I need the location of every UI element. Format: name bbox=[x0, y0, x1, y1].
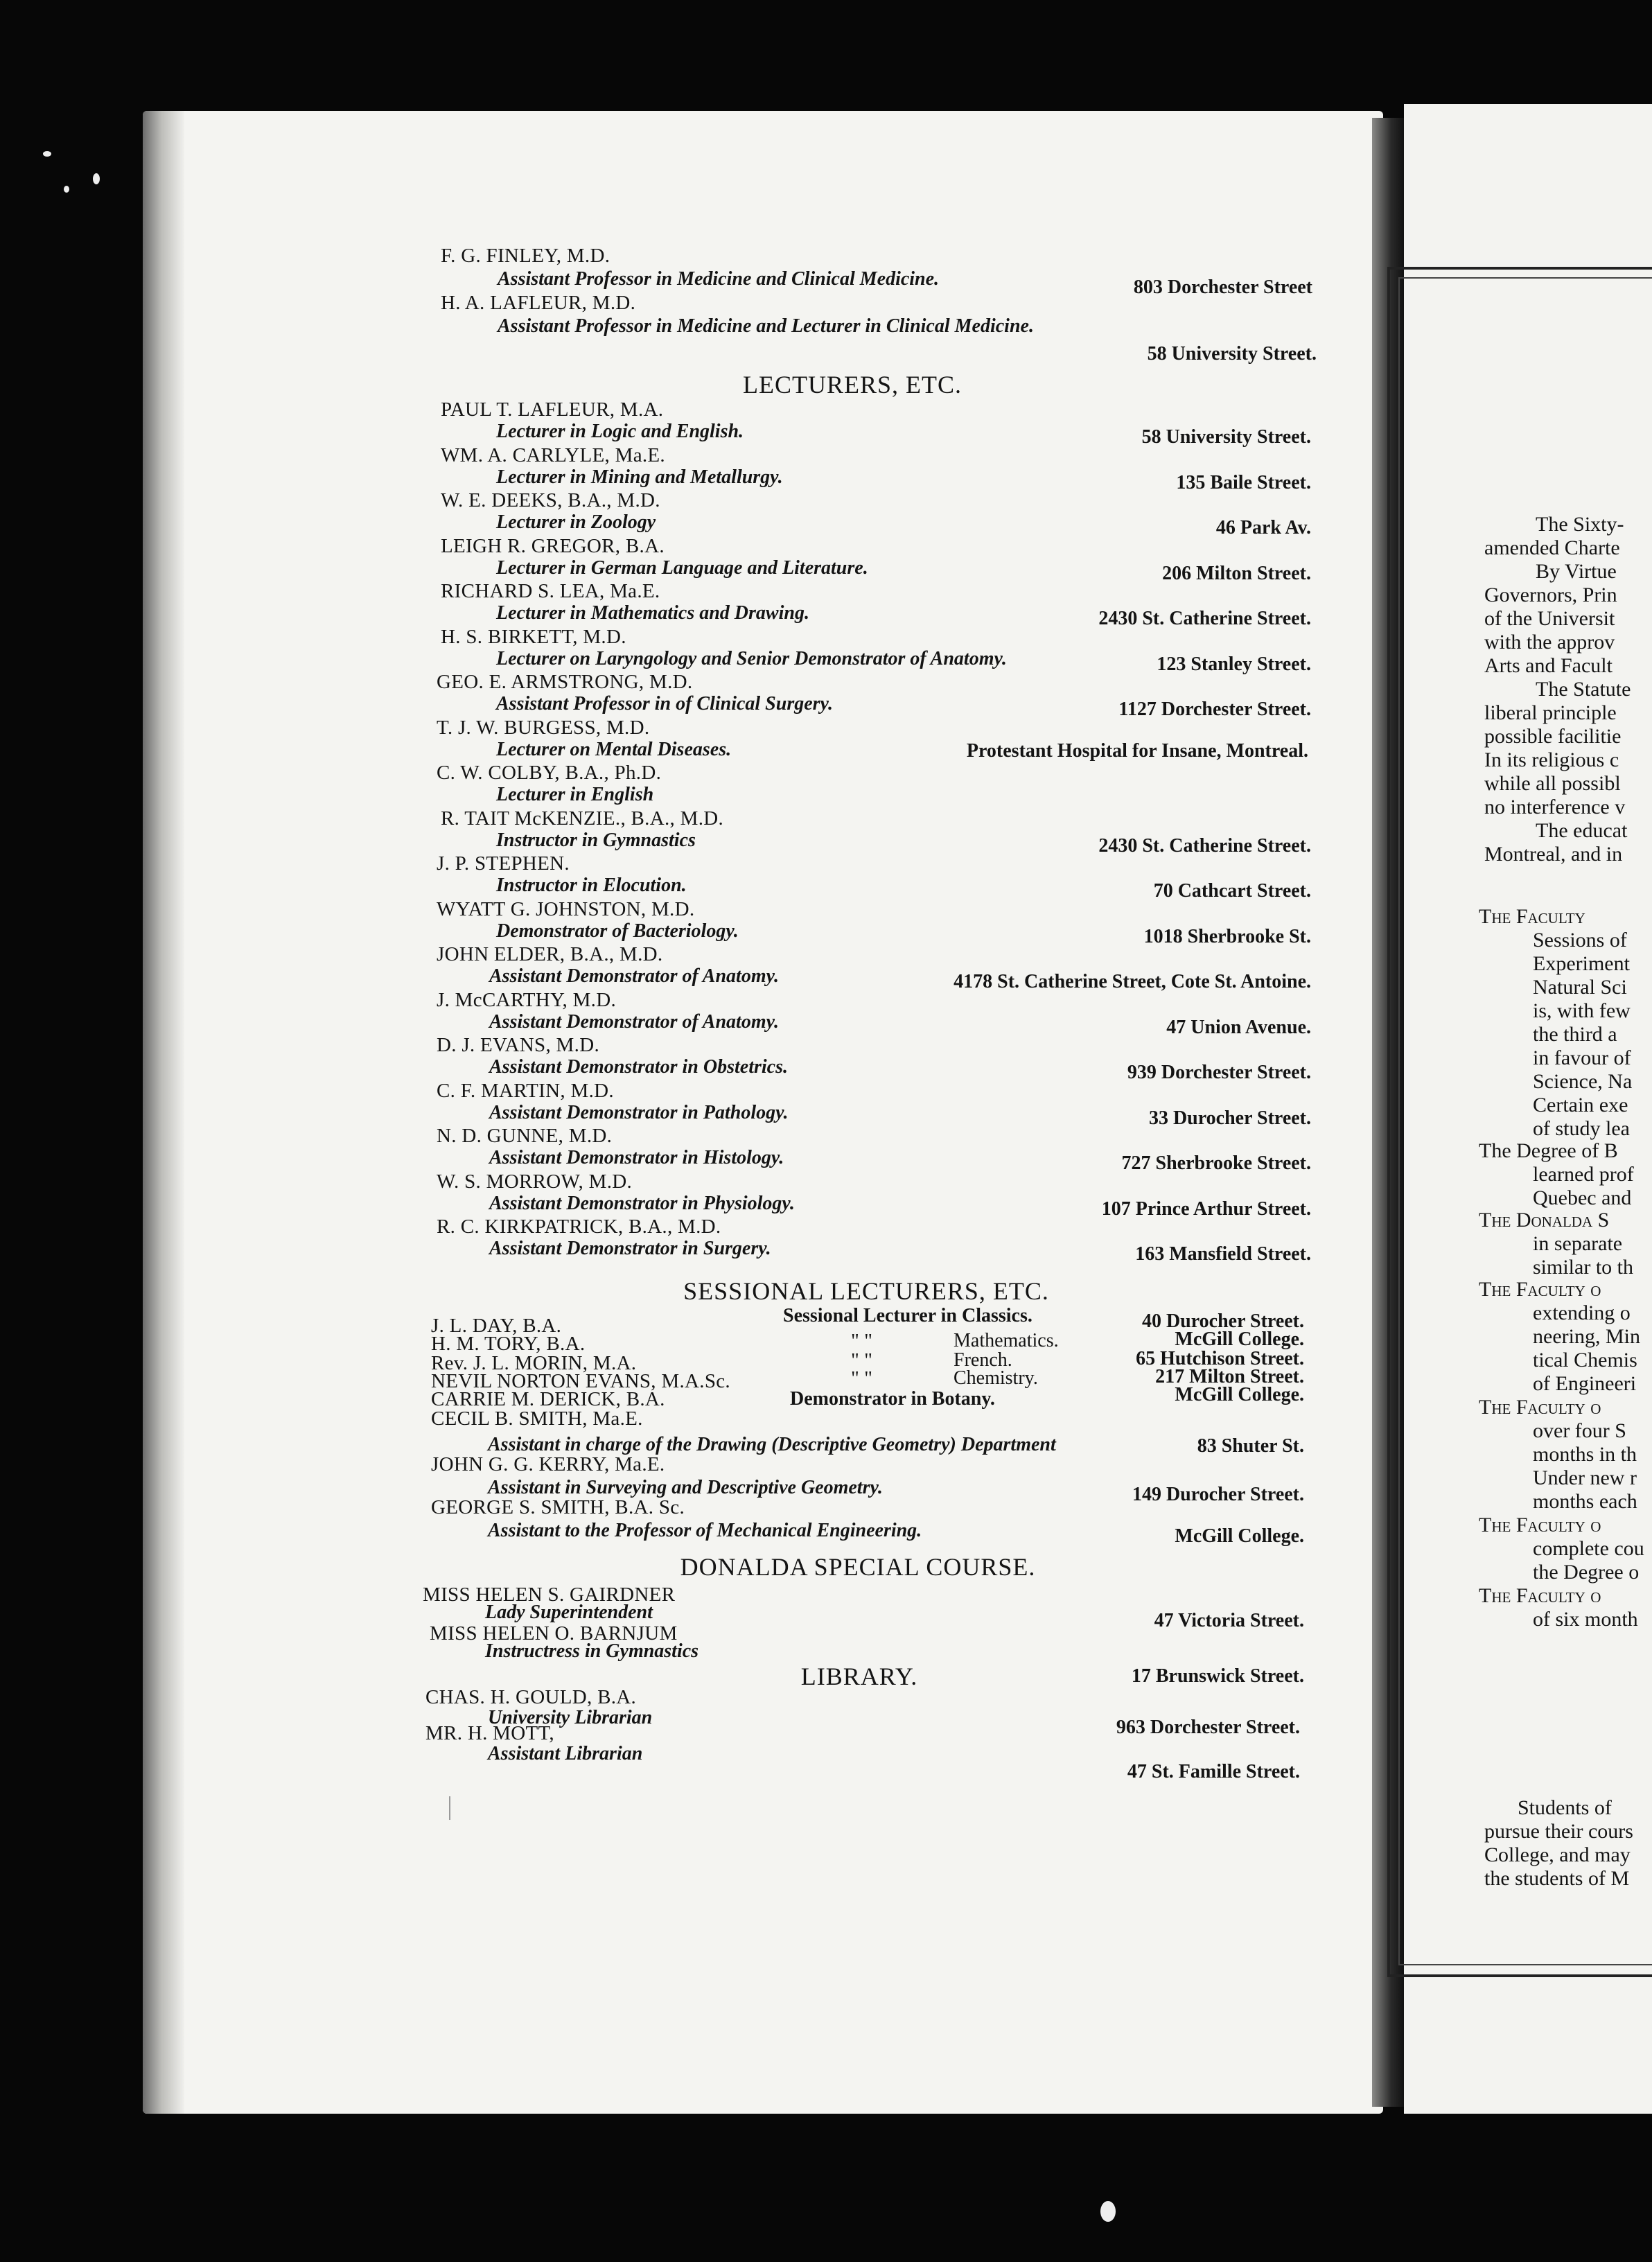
lecturer-role: Assistant Demonstrator in Surgery. bbox=[489, 1238, 771, 1259]
staff-address: 58 University Street. bbox=[1147, 343, 1317, 365]
right-page-text-line: The Faculty o bbox=[1479, 1396, 1601, 1419]
right-page-text-line: while all possibl bbox=[1484, 772, 1621, 795]
dust-speck bbox=[64, 186, 69, 193]
right-page-text-line: months each bbox=[1533, 1490, 1637, 1513]
right-page-text-line: Natural Sci bbox=[1533, 976, 1627, 999]
right-page-text-line: the students of M bbox=[1484, 1867, 1630, 1890]
right-page-text-line: learned prof bbox=[1533, 1163, 1634, 1186]
right-page-text-line: of study lea bbox=[1533, 1117, 1630, 1140]
library-address: 963 Dorchester Street. bbox=[1116, 1717, 1300, 1738]
right-page-text-line: Under new r bbox=[1533, 1466, 1637, 1489]
lecturer-role: Lecturer on Laryngology and Senior Demonstrator of Anatomy. bbox=[496, 647, 1007, 669]
sessional-name: Rev. J. L. MORIN, M.A. bbox=[431, 1352, 637, 1374]
right-page-text-line: over four S bbox=[1533, 1419, 1626, 1442]
right-page-text-line: Sessions of bbox=[1533, 929, 1627, 952]
right-page-text-line: neering, Min bbox=[1533, 1325, 1640, 1348]
sessional-address: 217 Milton Street. bbox=[1155, 1366, 1304, 1387]
sessional-ditto: " " bbox=[851, 1349, 872, 1371]
sessional-address: 65 Hutchison Street. bbox=[1136, 1348, 1304, 1369]
lecturer-name: D. J. EVANS, M.D. bbox=[437, 1034, 599, 1056]
right-page-text-line: The Faculty o bbox=[1479, 1278, 1601, 1301]
right-page-text-line: liberal principle bbox=[1484, 701, 1617, 724]
lecturer-role: Lecturer in Logic and English. bbox=[496, 421, 744, 442]
staff-role: Assistant Professor in Medicine and Lecturer in Clinical Medicine. bbox=[498, 315, 1034, 337]
sessional-name: J. L. DAY, B.A. bbox=[431, 1315, 562, 1337]
donalda-name: MISS HELEN S. GAIRDNER bbox=[423, 1584, 676, 1606]
sessional-name: GEORGE S. SMITH, B.A. Sc. bbox=[431, 1496, 685, 1518]
lecturer-role: Lecturer in German Language and Literature. bbox=[496, 556, 868, 579]
right-page-text-line: similar to th bbox=[1533, 1256, 1633, 1279]
lecturer-role: Assistant Demonstrator in Obstetrics. bbox=[489, 1056, 788, 1078]
lecturer-name: R. C. KIRKPATRICK, B.A., M.D. bbox=[437, 1216, 721, 1238]
sessional-name: CECIL B. SMITH, Ma.E. bbox=[431, 1408, 643, 1430]
right-page-text-line: The Statute bbox=[1536, 678, 1631, 701]
sessional-role: Sessional Lecturer in Classics. bbox=[783, 1305, 1032, 1326]
right-page-text-line: College, and may bbox=[1484, 1843, 1631, 1866]
right-page-text-line: The Degree of B bbox=[1479, 1139, 1618, 1162]
right-page-text-line: Montreal, and in bbox=[1484, 843, 1623, 866]
sessional-role: Assistant in charge of the Drawing (Descriptive Geometry) Department bbox=[488, 1434, 1056, 1455]
right-page-text-line: Governors, Prin bbox=[1484, 584, 1617, 606]
right-page-text-line: months in th bbox=[1533, 1443, 1637, 1466]
sessional-address: McGill College. bbox=[1175, 1384, 1304, 1405]
staff-name: H. A. LAFLEUR, M.D. bbox=[441, 292, 636, 314]
lecturer-address: 727 Sherbrooke Street. bbox=[1121, 1152, 1311, 1174]
right-page-text-line: with the approv bbox=[1484, 631, 1615, 654]
right-page-text-line: The Faculty o bbox=[1479, 1584, 1601, 1607]
sessional-address: 149 Durocher Street. bbox=[1132, 1484, 1304, 1505]
lecturer-role: Instructor in Elocution. bbox=[496, 875, 687, 896]
lecturer-address: 33 Durocher Street. bbox=[1148, 1107, 1311, 1129]
lecturer-role: Lecturer in English bbox=[496, 784, 654, 805]
lecturer-address: 2430 St. Catherine Street. bbox=[1098, 834, 1311, 857]
lecturer-address: Protestant Hospital for Insane, Montreal. bbox=[966, 739, 1308, 762]
lecturer-role: Assistant Demonstrator in Pathology. bbox=[489, 1101, 789, 1123]
lecturer-role: Demonstrator of Bacteriology. bbox=[496, 920, 739, 942]
right-page-text-line: complete cou bbox=[1533, 1537, 1644, 1560]
right-page-text-line: The educat bbox=[1536, 819, 1628, 842]
section-heading-library: LIBRARY. bbox=[800, 1663, 918, 1690]
lecturer-address: 939 Dorchester Street. bbox=[1127, 1062, 1311, 1083]
staff-address: 803 Dorchester Street bbox=[1133, 277, 1312, 298]
lecturer-role: Lecturer in Mining and Metallurgy. bbox=[496, 466, 783, 488]
lecturer-role: Assistant Demonstrator in Histology. bbox=[489, 1147, 784, 1168]
sessional-name: H. M. TORY, B.A. bbox=[431, 1333, 586, 1355]
lecturer-name: RICHARD S. LEA, Ma.E. bbox=[441, 580, 660, 602]
lecturer-name: GEO. E. ARMSTRONG, M.D. bbox=[437, 671, 693, 693]
donalda-address: 17 Brunswick Street. bbox=[1131, 1665, 1304, 1687]
lecturer-name: PAUL T. LAFLEUR, M.A. bbox=[441, 398, 664, 421]
sessional-subject: French. bbox=[954, 1349, 1012, 1371]
lecturer-name: C. F. MARTIN, M.D. bbox=[437, 1079, 614, 1102]
right-page-text-line: The Sixty- bbox=[1536, 513, 1624, 536]
right-page-text-line: amended Charte bbox=[1484, 536, 1620, 559]
right-page-text-line: of the Universit bbox=[1484, 607, 1615, 630]
lecturer-name: W. E. DEEKS, B.A., M.D. bbox=[441, 489, 660, 511]
sessional-address: McGill College. bbox=[1175, 1329, 1304, 1350]
right-page-text-line: Arts and Facult bbox=[1484, 654, 1613, 677]
right-page-text-line: The Faculty o bbox=[1479, 1514, 1601, 1536]
lecturer-role: Assistant Professor in of Clinical Surgery. bbox=[496, 693, 833, 714]
sessional-name: CARRIE M. DERICK, B.A. bbox=[431, 1388, 665, 1410]
right-page-text-line: tical Chemis bbox=[1533, 1349, 1637, 1371]
lecturer-role: Lecturer on Mental Diseases. bbox=[496, 738, 732, 760]
lecturer-address: 47 Union Avenue. bbox=[1166, 1016, 1311, 1038]
sessional-role: Assistant to the Professor of Mechanical Engineering. bbox=[488, 1520, 922, 1541]
right-page-text-line: extending o bbox=[1533, 1301, 1631, 1324]
library-role: Assistant Librarian bbox=[488, 1743, 643, 1764]
right-page-text-line: no interference v bbox=[1484, 796, 1626, 818]
sessional-address: 40 Durocher Street. bbox=[1141, 1310, 1304, 1332]
lecturer-name: W. S. MORROW, M.D. bbox=[437, 1170, 633, 1193]
donalda-name: MISS HELEN O. BARNJUM bbox=[430, 1622, 678, 1645]
dust-speck bbox=[43, 151, 51, 157]
left-page-edge bbox=[143, 111, 184, 2114]
right-page-text-line: in favour of bbox=[1533, 1046, 1631, 1069]
right-page-text-line: of Engineeri bbox=[1533, 1372, 1637, 1395]
lecturer-role: Instructor in Gymnastics bbox=[496, 829, 696, 851]
staff-role: Assistant Professor in Medicine and Clinical Medicine. bbox=[498, 268, 940, 290]
lecturer-name: R. TAIT McKENZIE., B.A., M.D. bbox=[441, 807, 724, 830]
dust-speck bbox=[1100, 2201, 1116, 2222]
lecturer-role: Lecturer in Zoology bbox=[496, 511, 656, 533]
right-page-text-line: in separate bbox=[1533, 1232, 1623, 1255]
sessional-role: Assistant in Surveying and Descriptive Geometry. bbox=[488, 1477, 883, 1498]
lecturer-address: 123 Stanley Street. bbox=[1157, 653, 1311, 675]
lecturer-address: 107 Prince Arthur Street. bbox=[1101, 1198, 1311, 1220]
library-name: CHAS. H. GOULD, B.A. bbox=[425, 1686, 637, 1708]
right-page-text-line: Students of bbox=[1518, 1796, 1612, 1819]
lecturer-name: JOHN ELDER, B.A., M.D. bbox=[437, 943, 663, 965]
right-page-text-line: the Degree o bbox=[1533, 1561, 1640, 1584]
lecturer-role: Assistant Demonstrator of Anatomy. bbox=[489, 965, 780, 987]
scan-scratch bbox=[449, 1796, 450, 1820]
lecturer-name: WYATT G. JOHNSTON, M.D. bbox=[437, 897, 695, 920]
right-page-text-line: Science, Na bbox=[1533, 1070, 1633, 1093]
lecturer-name: WM. A. CARLYLE, Ma.E. bbox=[441, 444, 665, 466]
sessional-role: Demonstrator in Botany. bbox=[790, 1388, 995, 1410]
donalda-address: 47 Victoria Street. bbox=[1154, 1610, 1304, 1631]
lecturer-role: Assistant Demonstrator in Physiology. bbox=[489, 1192, 795, 1214]
sessional-name: NEVIL NORTON EVANS, M.A.Sc. bbox=[431, 1370, 730, 1392]
right-page-text-line: is, with few bbox=[1533, 999, 1631, 1022]
library-name: MR. H. MOTT, bbox=[425, 1722, 554, 1744]
lecturer-address: 70 Cathcart Street. bbox=[1153, 880, 1311, 902]
lecturer-name: C. W. COLBY, B.A., Ph.D. bbox=[437, 762, 662, 784]
lecturer-address: 58 University Street. bbox=[1141, 426, 1311, 448]
lecturer-address: 1018 Sherbrooke St. bbox=[1143, 925, 1311, 947]
lecturer-name: J. P. STEPHEN. bbox=[437, 852, 570, 875]
right-page-text-line: possible facilitie bbox=[1484, 725, 1622, 748]
lecturer-name: H. S. BIRKETT, M.D. bbox=[441, 625, 626, 648]
donalda-role: Lady Superintendent bbox=[485, 1602, 653, 1623]
donalda-role: Instructress in Gymnastics bbox=[485, 1640, 699, 1662]
staff-name: F. G. FINLEY, M.D. bbox=[441, 245, 610, 267]
right-page-text-line: of six month bbox=[1533, 1608, 1638, 1631]
right-page-text-line: Quebec and bbox=[1533, 1186, 1632, 1209]
right-page-text-line: the third a bbox=[1533, 1023, 1617, 1046]
right-page-text-line: The Donalda S bbox=[1479, 1209, 1610, 1231]
lecturer-role: Assistant Demonstrator of Anatomy. bbox=[489, 1010, 780, 1033]
section-heading-donalda: DONALDA SPECIAL COURSE. bbox=[680, 1553, 1036, 1581]
lecturer-name: T. J. W. BURGESS, M.D. bbox=[437, 716, 650, 739]
right-page-text-line: Certain exe bbox=[1533, 1094, 1628, 1116]
lecturer-address: 1127 Dorchester Street. bbox=[1118, 699, 1311, 720]
sessional-ditto: " " bbox=[851, 1330, 872, 1352]
right-page-text-line: The Faculty bbox=[1479, 905, 1585, 928]
lecturer-address: 2430 St. Catherine Street. bbox=[1098, 608, 1311, 629]
right-page-text-line: pursue their cours bbox=[1484, 1820, 1633, 1843]
right-page-text-line: Experiment bbox=[1533, 952, 1630, 975]
section-heading-sessional: SESSIONAL LECTURERS, ETC. bbox=[683, 1277, 1049, 1305]
lecturer-address: 46 Park Av. bbox=[1215, 517, 1311, 538]
sessional-address: 83 Shuter St. bbox=[1197, 1435, 1304, 1457]
right-page-text-line: By Virtue bbox=[1536, 560, 1617, 583]
section-heading-lecturers: LECTURERS, ETC. bbox=[742, 371, 963, 398]
dust-speck bbox=[93, 173, 100, 184]
sessional-address: McGill College. bbox=[1175, 1525, 1304, 1547]
lecturer-address: 206 Milton Street. bbox=[1162, 562, 1311, 584]
library-address: 47 St. Famille Street. bbox=[1127, 1761, 1300, 1782]
sessional-name: JOHN G. G. KERRY, Ma.E. bbox=[431, 1453, 665, 1475]
lecturer-name: LEIGH R. GREGOR, B.A. bbox=[441, 534, 665, 557]
lecturer-name: J. McCARTHY, M.D. bbox=[437, 988, 617, 1011]
lecturer-address: 163 Mansfield Street. bbox=[1135, 1243, 1311, 1265]
library-role: University Librarian bbox=[488, 1707, 653, 1728]
lecturer-role: Lecturer in Mathematics and Drawing. bbox=[496, 602, 809, 624]
lecturer-name: N. D. GUNNE, M.D. bbox=[437, 1125, 613, 1147]
lecturer-address: 4178 St. Catherine Street, Cote St. Antoine. bbox=[954, 971, 1311, 992]
sessional-subject: Chemistry. bbox=[954, 1367, 1038, 1389]
right-page-text-line: In its religious c bbox=[1484, 748, 1619, 771]
sessional-subject: Mathematics. bbox=[954, 1330, 1059, 1351]
lecturer-address: 135 Baile Street. bbox=[1176, 471, 1311, 493]
sessional-ditto: " " bbox=[851, 1367, 872, 1389]
